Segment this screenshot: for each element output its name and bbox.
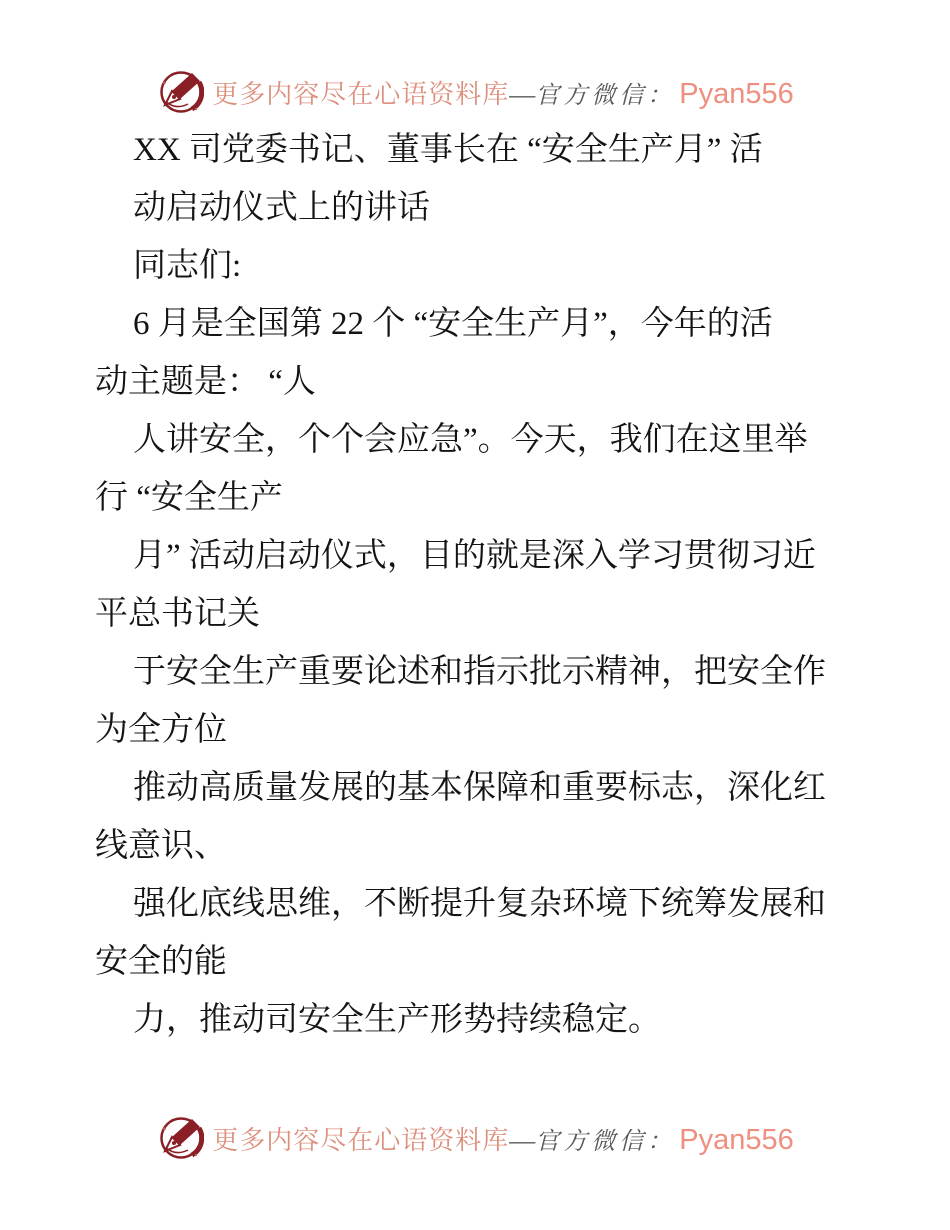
body-line: 行 “安全生产 (95, 480, 283, 516)
watermark-wechat-id: Pyan556 (679, 1123, 794, 1156)
body-line: 同志们: (133, 248, 242, 284)
watermark-text (212, 1120, 794, 1157)
body-line: 人讲安全，个个会应急”。今天，我们在这里举 (133, 422, 808, 458)
body-line: 于安全生产重要论述和指示批示精神，把安全作 (133, 654, 826, 690)
watermark-wechat-label: 官方微信： (535, 82, 676, 109)
body-line: 动主题是： “人 (95, 364, 316, 400)
watermark-wechat-label: 官方微信： (535, 1128, 676, 1155)
body-line: 6 月是全国第 22 个 “安全生产月”，今年的活 (133, 306, 773, 342)
body-line: 力，推动司安全生产形势持续稳定。 (133, 1002, 661, 1038)
watermark-brand-text: 更多内容尽在心语资料库 (212, 1125, 510, 1155)
body-line: 为全方位 (95, 712, 227, 748)
watermark-separator: — (509, 1125, 536, 1155)
header-watermark (0, 68, 950, 116)
footer-watermark (0, 1114, 950, 1162)
pen-logo-icon (156, 1114, 204, 1162)
body-line: 推动高质量发展的基本保障和重要标志，深化红 (133, 770, 826, 806)
watermark-separator: — (509, 79, 536, 109)
watermark-text (212, 74, 794, 111)
body-line: 强化底线思维，不断提升复杂环境下统筹发展和 (133, 886, 826, 922)
watermark-brand-text: 更多内容尽在心语资料库 (212, 79, 510, 109)
body-line: 安全的能 (95, 944, 227, 980)
document-lines (95, 121, 855, 1049)
title-line: XX 司党委书记、董事长在 “安全生产月” 活 (133, 132, 763, 168)
body-line: 月” 活动启动仪式，目的就是深入学习贯彻习近 (133, 538, 816, 574)
body-line: 平总书记关 (95, 596, 260, 632)
body-line: 线意识、 (95, 828, 227, 864)
watermark-wechat-id: Pyan556 (679, 77, 794, 110)
pen-logo-icon (156, 68, 204, 116)
title-line: 动启动仪式上的讲话 (133, 190, 430, 226)
